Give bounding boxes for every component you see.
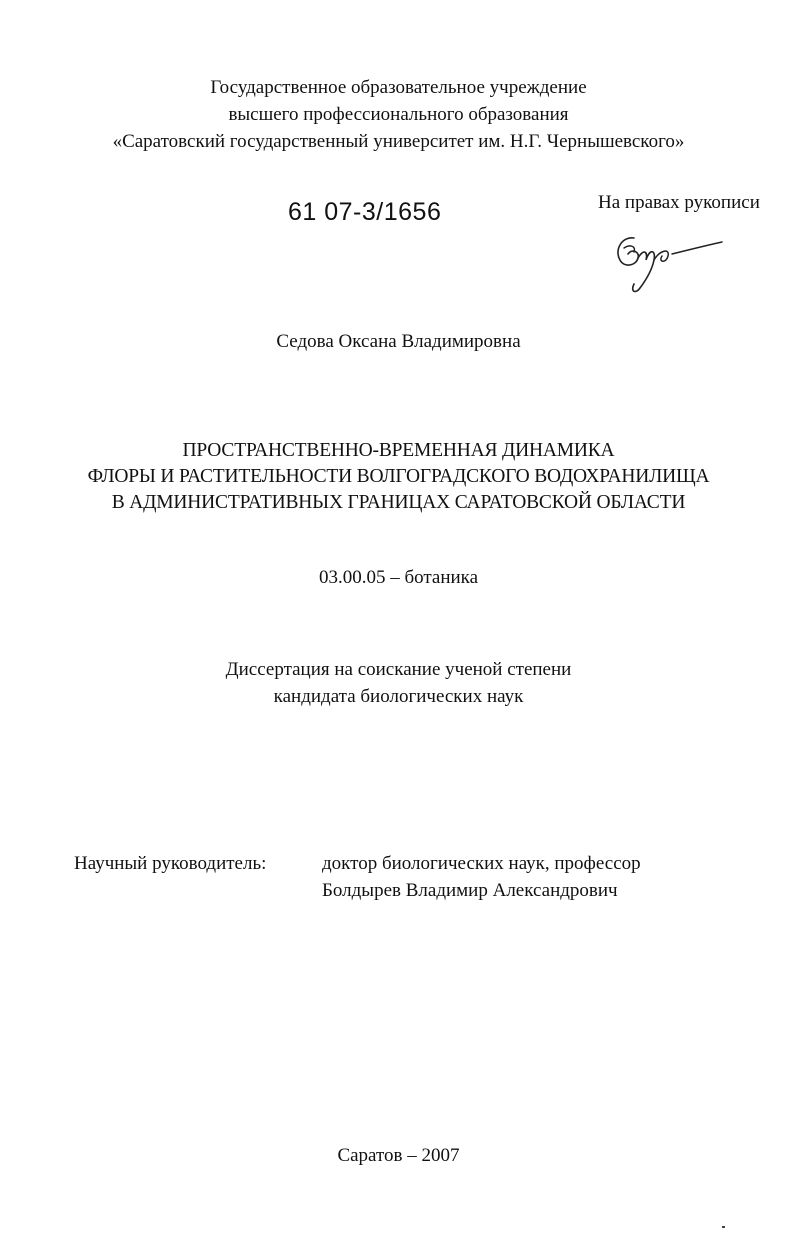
city-year-text: Саратов – 2007 xyxy=(337,1145,460,1166)
title-line-2: ФЛОРЫ И РАСТИТЕЛЬНОСТИ ВОЛГОГРАДСКОГО ВОДОХРАНИЛИЩА xyxy=(87,466,710,487)
supervisor-name: Болдырев Владимир Александрович xyxy=(322,880,618,901)
degree-line-1: Диссертация на соискание ученой степени xyxy=(225,659,572,680)
specialty xyxy=(0,564,797,591)
scan-speck xyxy=(722,1226,725,1228)
stamp-number: 61 07-3/1656 xyxy=(288,198,442,226)
institution-line-3: «Саратовский государственный университет им. Н.Г. Чернышевского» xyxy=(112,131,685,152)
author-name xyxy=(0,328,797,355)
institution-header xyxy=(0,74,797,155)
institution-line-1: Государственное образовательное учреждение xyxy=(210,77,587,98)
dissertation-title xyxy=(0,438,797,516)
signature-icon xyxy=(612,218,732,298)
degree-statement xyxy=(0,656,797,710)
supervisor-info xyxy=(322,850,641,904)
rights-note: На правах рукописи xyxy=(598,192,760,213)
specialty-text: 03.00.05 – ботаника xyxy=(318,567,479,588)
title-line-3: В АДМИНИСТРАТИВНЫХ ГРАНИЦАХ САРАТОВСКОЙ ОБЛАСТИ xyxy=(111,492,686,513)
supervisor-title: доктор биологических наук, профессор xyxy=(322,853,641,874)
title-line-1: ПРОСТРАНСТВЕННО-ВРЕМЕННАЯ ДИНАМИКА xyxy=(182,440,615,461)
institution-line-2: высшего профессионального образования xyxy=(228,104,569,125)
city-year xyxy=(0,1142,797,1169)
supervisor-label: Научный руководитель: xyxy=(74,853,267,874)
degree-line-2: кандидата биологических наук xyxy=(273,686,524,707)
author-name-text: Седова Оксана Владимировна xyxy=(276,331,521,352)
